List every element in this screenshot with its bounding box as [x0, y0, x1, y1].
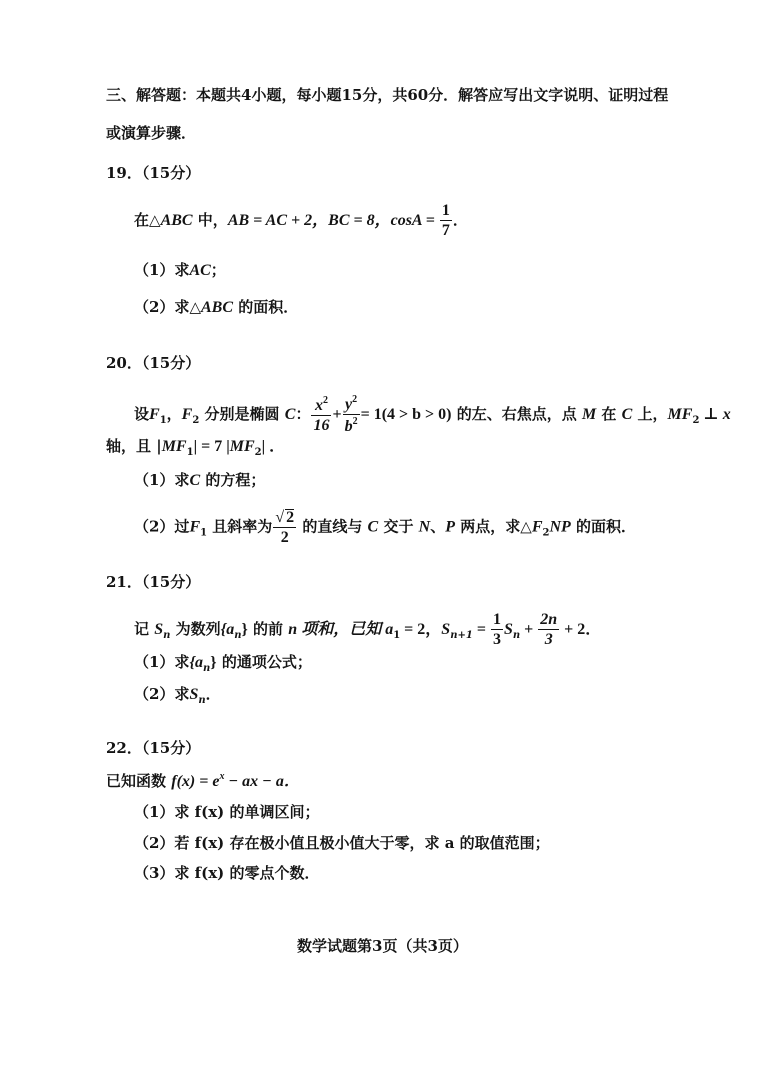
q19-stem: 在△ABC 中，AB = AC + 2，BC = 8，cosA = $\frac{1}{7}$ ．: [134, 202, 468, 239]
section-header-cont: 或演算步骤．: [106, 124, 197, 142]
q20-stem: 设$F_1$，$F_2$ 分别是椭圆 C： $\frac{x^2}{16}$ + $\frac{y^2}{b^2}$ = 1(4 > b > 0) 的左、右焦点，点 M 在 C 上，$MF_2$ ⊥ x: [134, 394, 731, 435]
q19-frac-num: 1: [441, 202, 450, 219]
section-header: 三、解答题：本题共4小题，每小题15分，共60分．解答应写出文字说明、证明过程: [106, 86, 669, 104]
q22-number: 22．（15分）: [106, 739, 201, 757]
q22-part3: （3）求 f(x) 的零点个数．: [134, 864, 320, 882]
q21-stem: 记 $S_n$ 为数列$\{a_n\}$ 的前 n 项和，已知 $a_1 = 2$，$S_{n+1}$ = $\frac{1}{3}$ $S_n$ + $\frac{2n}{3}$ + 2．: [134, 611, 602, 648]
q21-part2: （2）求$S_n$．: [134, 685, 221, 706]
q22-stem: 已知函数 $f(x) = e^x$ − ax − a．: [106, 771, 300, 790]
q20-part1: （1）求C 的方程；: [134, 471, 266, 489]
q19-part1: （1）求AC；: [134, 261, 226, 279]
q20-part2: （2）过$F_1$ 且斜率为 $\frac{√ 2}{2}$ 的直线与 C 交于 N、P 两点，求$\triangle F_2NP$ 的面积．: [134, 509, 637, 546]
q19-part2: （2）求△ABC 的面积．: [134, 298, 299, 316]
q22-part2: （2）若 f(x) 存在极小值且极小值大于零，求 a 的取值范围；: [134, 834, 550, 852]
q22-part1: （1）求 f(x) 的单调区间；: [134, 803, 320, 821]
q20-number: 20．（15分）: [106, 354, 201, 372]
q19-number: 19．（15分）: [106, 164, 201, 182]
page-footer: 数学试题第3页（共3页）: [297, 937, 468, 955]
q21-number: 21．（15分）: [106, 573, 201, 591]
q21-part1: （1）求$\{a_n\}$ 的通项公式；: [134, 653, 312, 674]
q19-frac-den: 7: [441, 222, 450, 239]
q20-stem-line2: 轴，且 $|MF_1| = 7$ $|MF_2|$ ．: [106, 437, 286, 458]
